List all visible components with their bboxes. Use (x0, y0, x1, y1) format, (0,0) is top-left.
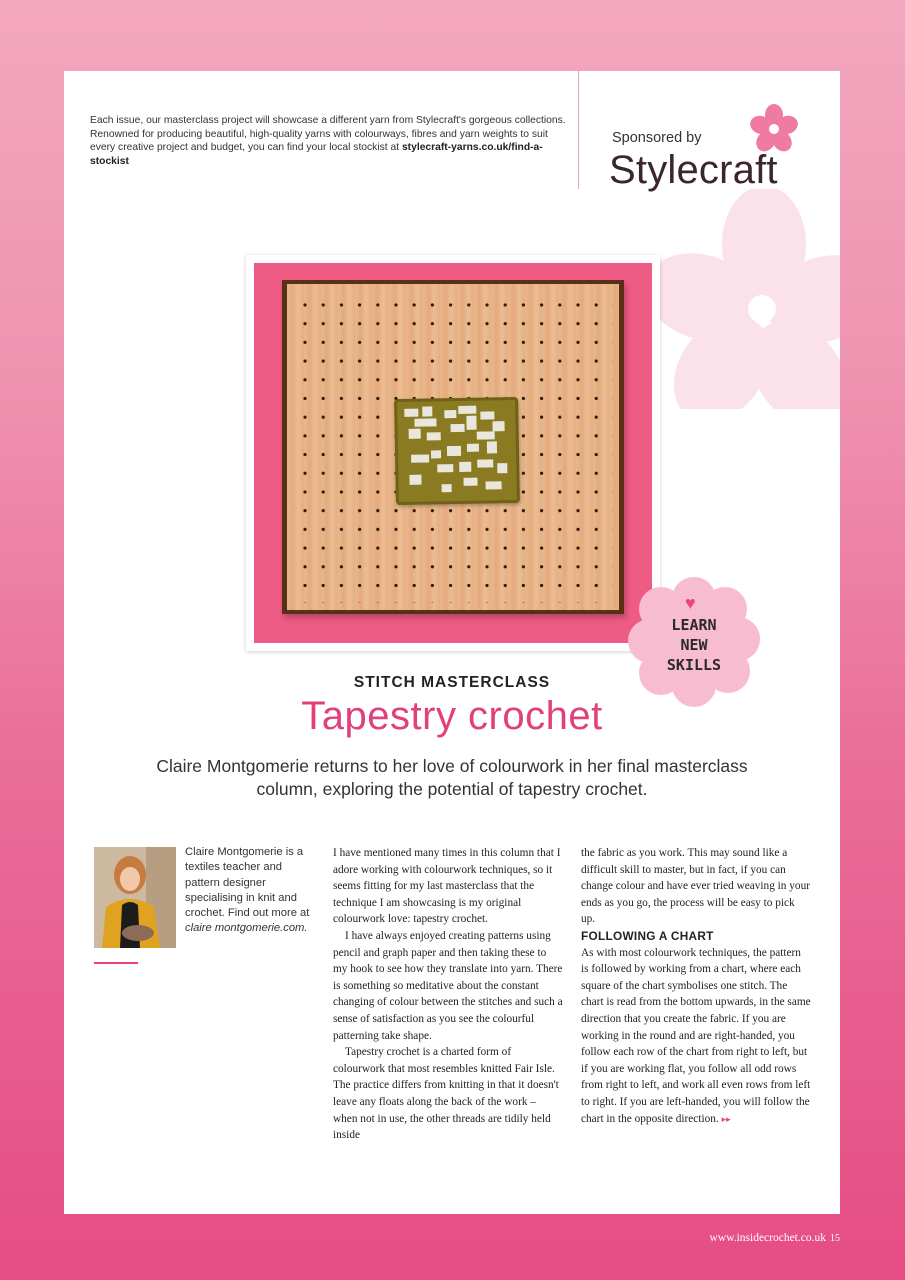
page-footer (0, 1232, 840, 1244)
sponsor-label: Sponsored by (612, 130, 702, 146)
flower-logo-icon (748, 103, 800, 155)
article-standfirst: Claire Montgomerie returns to her love of colourwork in her final masterclass column, exploring the potential of tapestry crochet. (156, 756, 748, 799)
section-kicker: STITCH MASTERCLASS (353, 674, 551, 691)
page-number: 15 (830, 1233, 840, 1244)
tapestry-crochet-swatch (394, 397, 520, 505)
section-subhead: FOLLOWING A CHART (581, 928, 714, 943)
body-paragraph: I have always enjoyed creating patterns using pencil and graph paper and then taking these to my hook to see how they translate into yarn. There is something so meditative about the constant changing of colour between the stitches and such a sense of satisfaction as you see the colourful patterning take shape. (333, 929, 563, 1042)
intro-text: Each issue, our masterclass project will showcase a different yarn from Stylecraft's gorgeous collections. Renowned for producing beautiful, high-quality yarns with colourways, fibres and yarn weights to suit every creative project and budget, you can find your local stockist at (90, 115, 566, 154)
author-photo (94, 847, 176, 948)
author-bio-text: Claire Montgomerie is a textiles teacher and pattern designer specialising in knit and crochet. Find out more at (185, 846, 310, 920)
stockist-link[interactable]: stylecraft-yarns.co.uk/find-a-stockist (90, 142, 543, 167)
badge-line-3: SKILLS (666, 656, 722, 674)
decorative-flower-icon (654, 189, 840, 409)
article-title: Tapestry crochet (301, 694, 603, 738)
badge-line-2: NEW (680, 636, 708, 654)
body-paragraph: the fabric as you work. This may sound like a difficult skill to master, but in fact, if you can change colour and have ever tried weaving in your ends as you go, the process will be easy to pick up. (581, 847, 810, 926)
double-arrow-right-icon: ▸▸ (721, 1114, 731, 1125)
body-column-2 (581, 845, 811, 1128)
sponsor-intro (90, 114, 570, 168)
badge-line-1: LEARN (671, 616, 717, 634)
blocking-board (282, 280, 624, 614)
author-divider (94, 962, 138, 964)
body-paragraph: Tapestry crochet is a charted form of colourwork that most resembles knitted Fair Isle. The practice differs from knitting in that it doesn't leave any floats along the back of the work – when not in use, the other threads are tidily held inside (333, 1046, 559, 1142)
stylecraft-logo: Stylecraft (609, 148, 778, 192)
heart-icon: ♥ (685, 593, 696, 613)
project-photo-frame (246, 255, 660, 651)
body-paragraph: As with most colourwork techniques, the pattern is followed by working from a chart, where each square of the chart symbolises one stitch. The chart is read from the bottom upwards, in the same direction that you create the fabric. If you are working in the round and are right-handed, you follow each row of the chart from right to left, but if you are working flat, you follow all odd rows from right to left, and work all even rows from left to right. If you are left-handed, you will follow the chart in the opposite direction. ▸▸ (581, 946, 811, 1125)
magazine-page (64, 71, 840, 1214)
website-url[interactable]: www.insidecrochet.co.uk (709, 1232, 826, 1244)
project-photo (254, 263, 652, 643)
author-website-link[interactable]: claire montgomerie.com. (185, 922, 308, 935)
body-column-1 (333, 845, 563, 1144)
header-divider (578, 71, 579, 189)
body-paragraph: I have mentioned many times in this column that I adore working with colourwork techniques, so it seems fitting for my last masterclass that the technique I am showcasing is my original colourwork love: tapestry crochet. (333, 847, 561, 926)
author-bio (185, 845, 310, 937)
